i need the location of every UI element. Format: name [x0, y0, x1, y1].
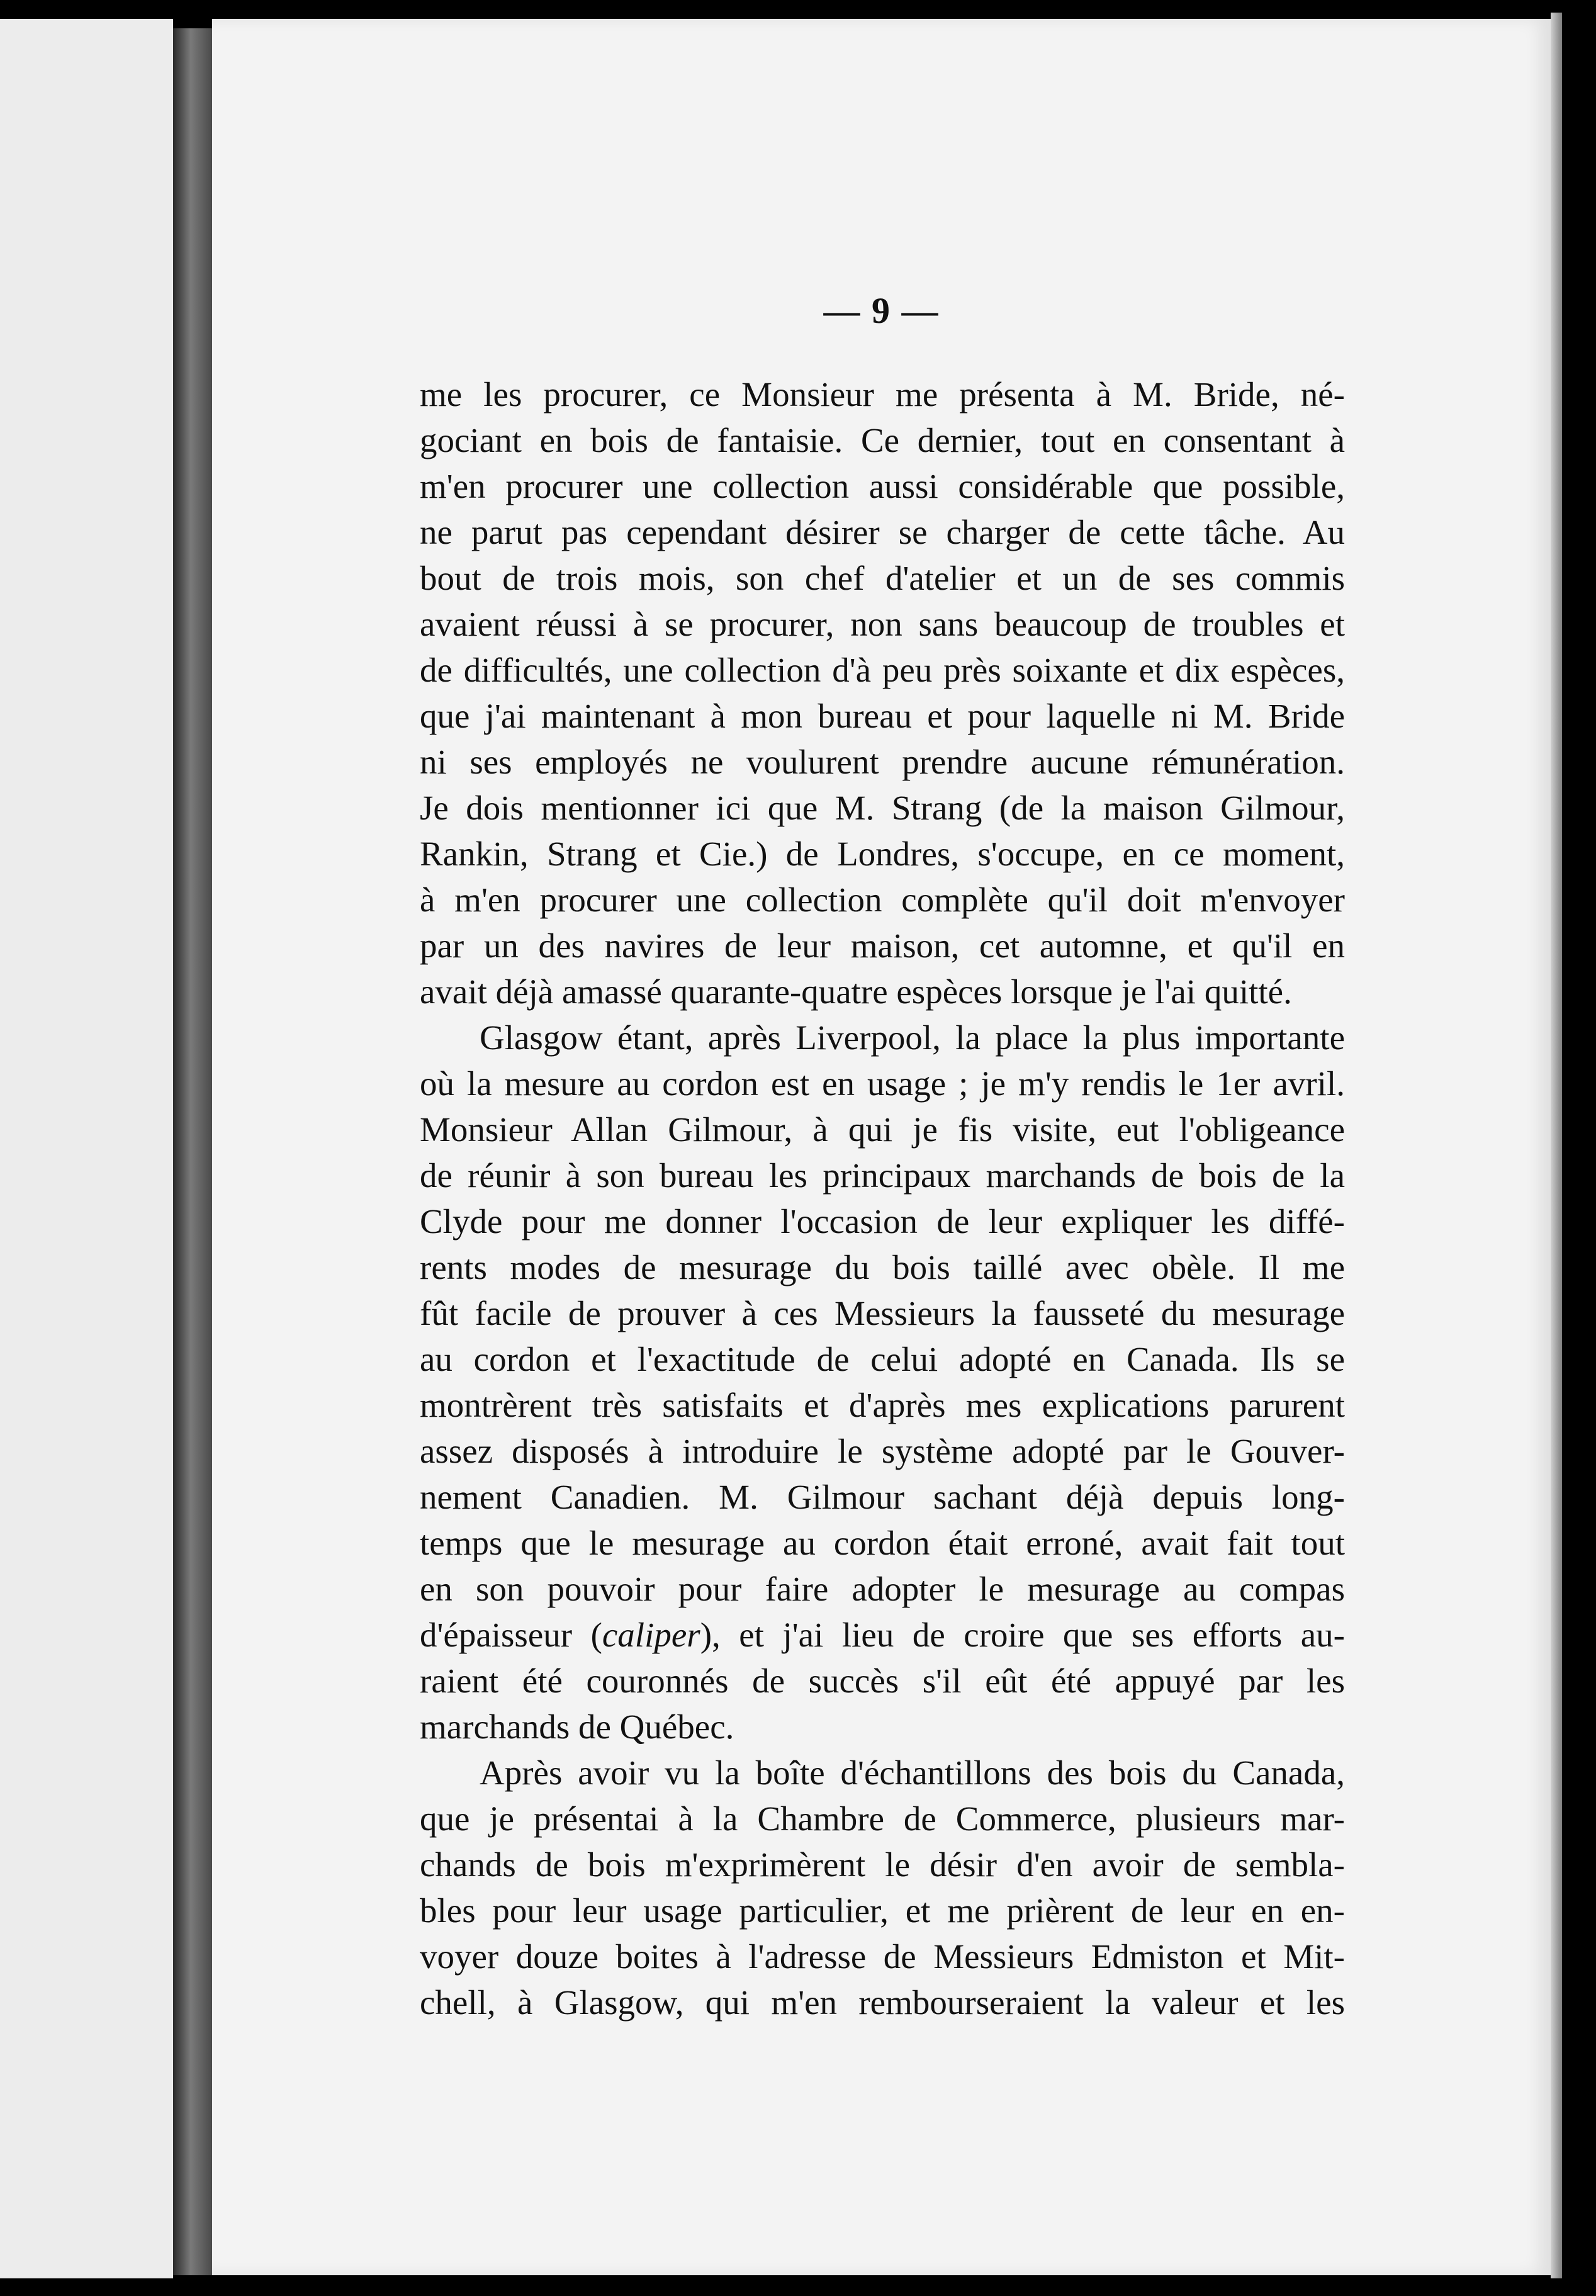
text-line: nement Canadien. M. Gilmour sachant déjà depuis long-: [420, 1478, 1345, 1516]
text-line: gociant en bois de fantaisie. Ce dernier, tout en consentant à: [420, 421, 1345, 459]
text-line: d'épaisseur (caliper), et j'ai lieu de croire que ses efforts au-: [420, 1616, 1345, 1654]
text-line: Je dois mentionner ici que M. Strang (de la maison Gilmour,: [420, 789, 1345, 827]
text-line: chands de bois m'exprimèrent le désir d'en avoir de sembla-: [420, 1845, 1345, 1884]
text-line: rents modes de mesurage du bois taillé avec obèle. Il me: [420, 1248, 1345, 1286]
text-line: Monsieur Allan Gilmour, à qui je fis visite, eut l'obligeance: [420, 1110, 1345, 1149]
text-line: par un des navires de leur maison, cet automne, et qu'il en: [420, 926, 1345, 965]
text-line: où la mesure au cordon est en usage ; je m'y rendis le 1er avril.: [420, 1064, 1345, 1103]
text-line: avait déjà amassé quarante-quatre espèces lorsque je l'ai quitté.: [420, 972, 1292, 1011]
text-line: au cordon et l'exactitude de celui adopté en Canada. Ils se: [420, 1340, 1345, 1378]
text-line: que j'ai maintenant à mon bureau et pour laquelle ni M. Bride: [420, 697, 1345, 735]
text-line: temps que le mesurage au cordon était erroné, avait fait tout: [420, 1524, 1345, 1562]
text-line: me les procurer, ce Monsieur me présenta à M. Bride, né-: [420, 375, 1345, 414]
paragraph-1: [420, 371, 1345, 1015]
page-number: — 9 —: [823, 290, 940, 331]
paragraph-2: [420, 1015, 1345, 1750]
text-line: de réunir à son bureau les principaux marchands de bois de la: [420, 1156, 1345, 1195]
text-line: marchands de Québec.: [420, 1708, 734, 1746]
body-text: [420, 371, 1345, 2025]
book-page: [212, 19, 1551, 2275]
text-line: ni ses employés ne voulurent prendre aucune rémunération.: [420, 743, 1345, 781]
text-line: assez disposés à introduire le système adopté par le Gouver-: [420, 1432, 1345, 1470]
text-line: en son pouvoir pour faire adopter le mesurage au compas: [420, 1570, 1345, 1608]
text-line: Après avoir vu la boîte d'échantillons des bois du Canada,: [480, 1753, 1345, 1792]
text-line: Glasgow étant, après Liverpool, la place la plus importante: [480, 1018, 1345, 1057]
text-line: montrèrent très satisfaits et d'après mes explications parurent: [420, 1386, 1345, 1424]
paragraph-3: [420, 1750, 1345, 2025]
text-line: fût facile de prouver à ces Messieurs la fausseté du mesurage: [420, 1294, 1345, 1332]
text-line: que je présentai à la Chambre de Commerce, plusieurs mar-: [420, 1799, 1345, 1838]
text-line: voyer douze boites à l'adresse de Messieurs Edmiston et Mit-: [420, 1937, 1345, 1976]
text-line: de difficultés, une collection d'à peu près soixante et dix espèces,: [420, 651, 1345, 689]
text-line: Rankin, Strang et Cie.) de Londres, s'occupe, en ce moment,: [420, 835, 1345, 873]
text-line: raient été couronnés de succès s'il eût été appuyé par les: [420, 1662, 1345, 1700]
text-line: ne parut pas cependant désirer se charger de cette tâche. Au: [420, 513, 1345, 551]
text-line: bles pour leur usage particulier, et me prièrent de leur en en-: [420, 1891, 1345, 1930]
italic-term: caliper: [602, 1616, 700, 1654]
text-line: avaient réussi à se procurer, non sans beaucoup de troubles et: [420, 605, 1345, 643]
text-line: m'en procurer une collection aussi considérable que possible,: [420, 467, 1345, 505]
text-line: chell, à Glasgow, qui m'en rembourseraient la valeur et les: [420, 1983, 1345, 2022]
text-line: Clyde pour me donner l'occasion de leur expliquer les diffé-: [420, 1202, 1345, 1241]
page-right-edge: [1551, 13, 1562, 2278]
facing-page-edge: [0, 19, 173, 2278]
text-line: bout de trois mois, son chef d'atelier et un de ses commis: [420, 559, 1345, 597]
book-gutter: [173, 28, 212, 2275]
text-line: à m'en procurer une collection complète qu'il doit m'envoyer: [420, 881, 1345, 919]
